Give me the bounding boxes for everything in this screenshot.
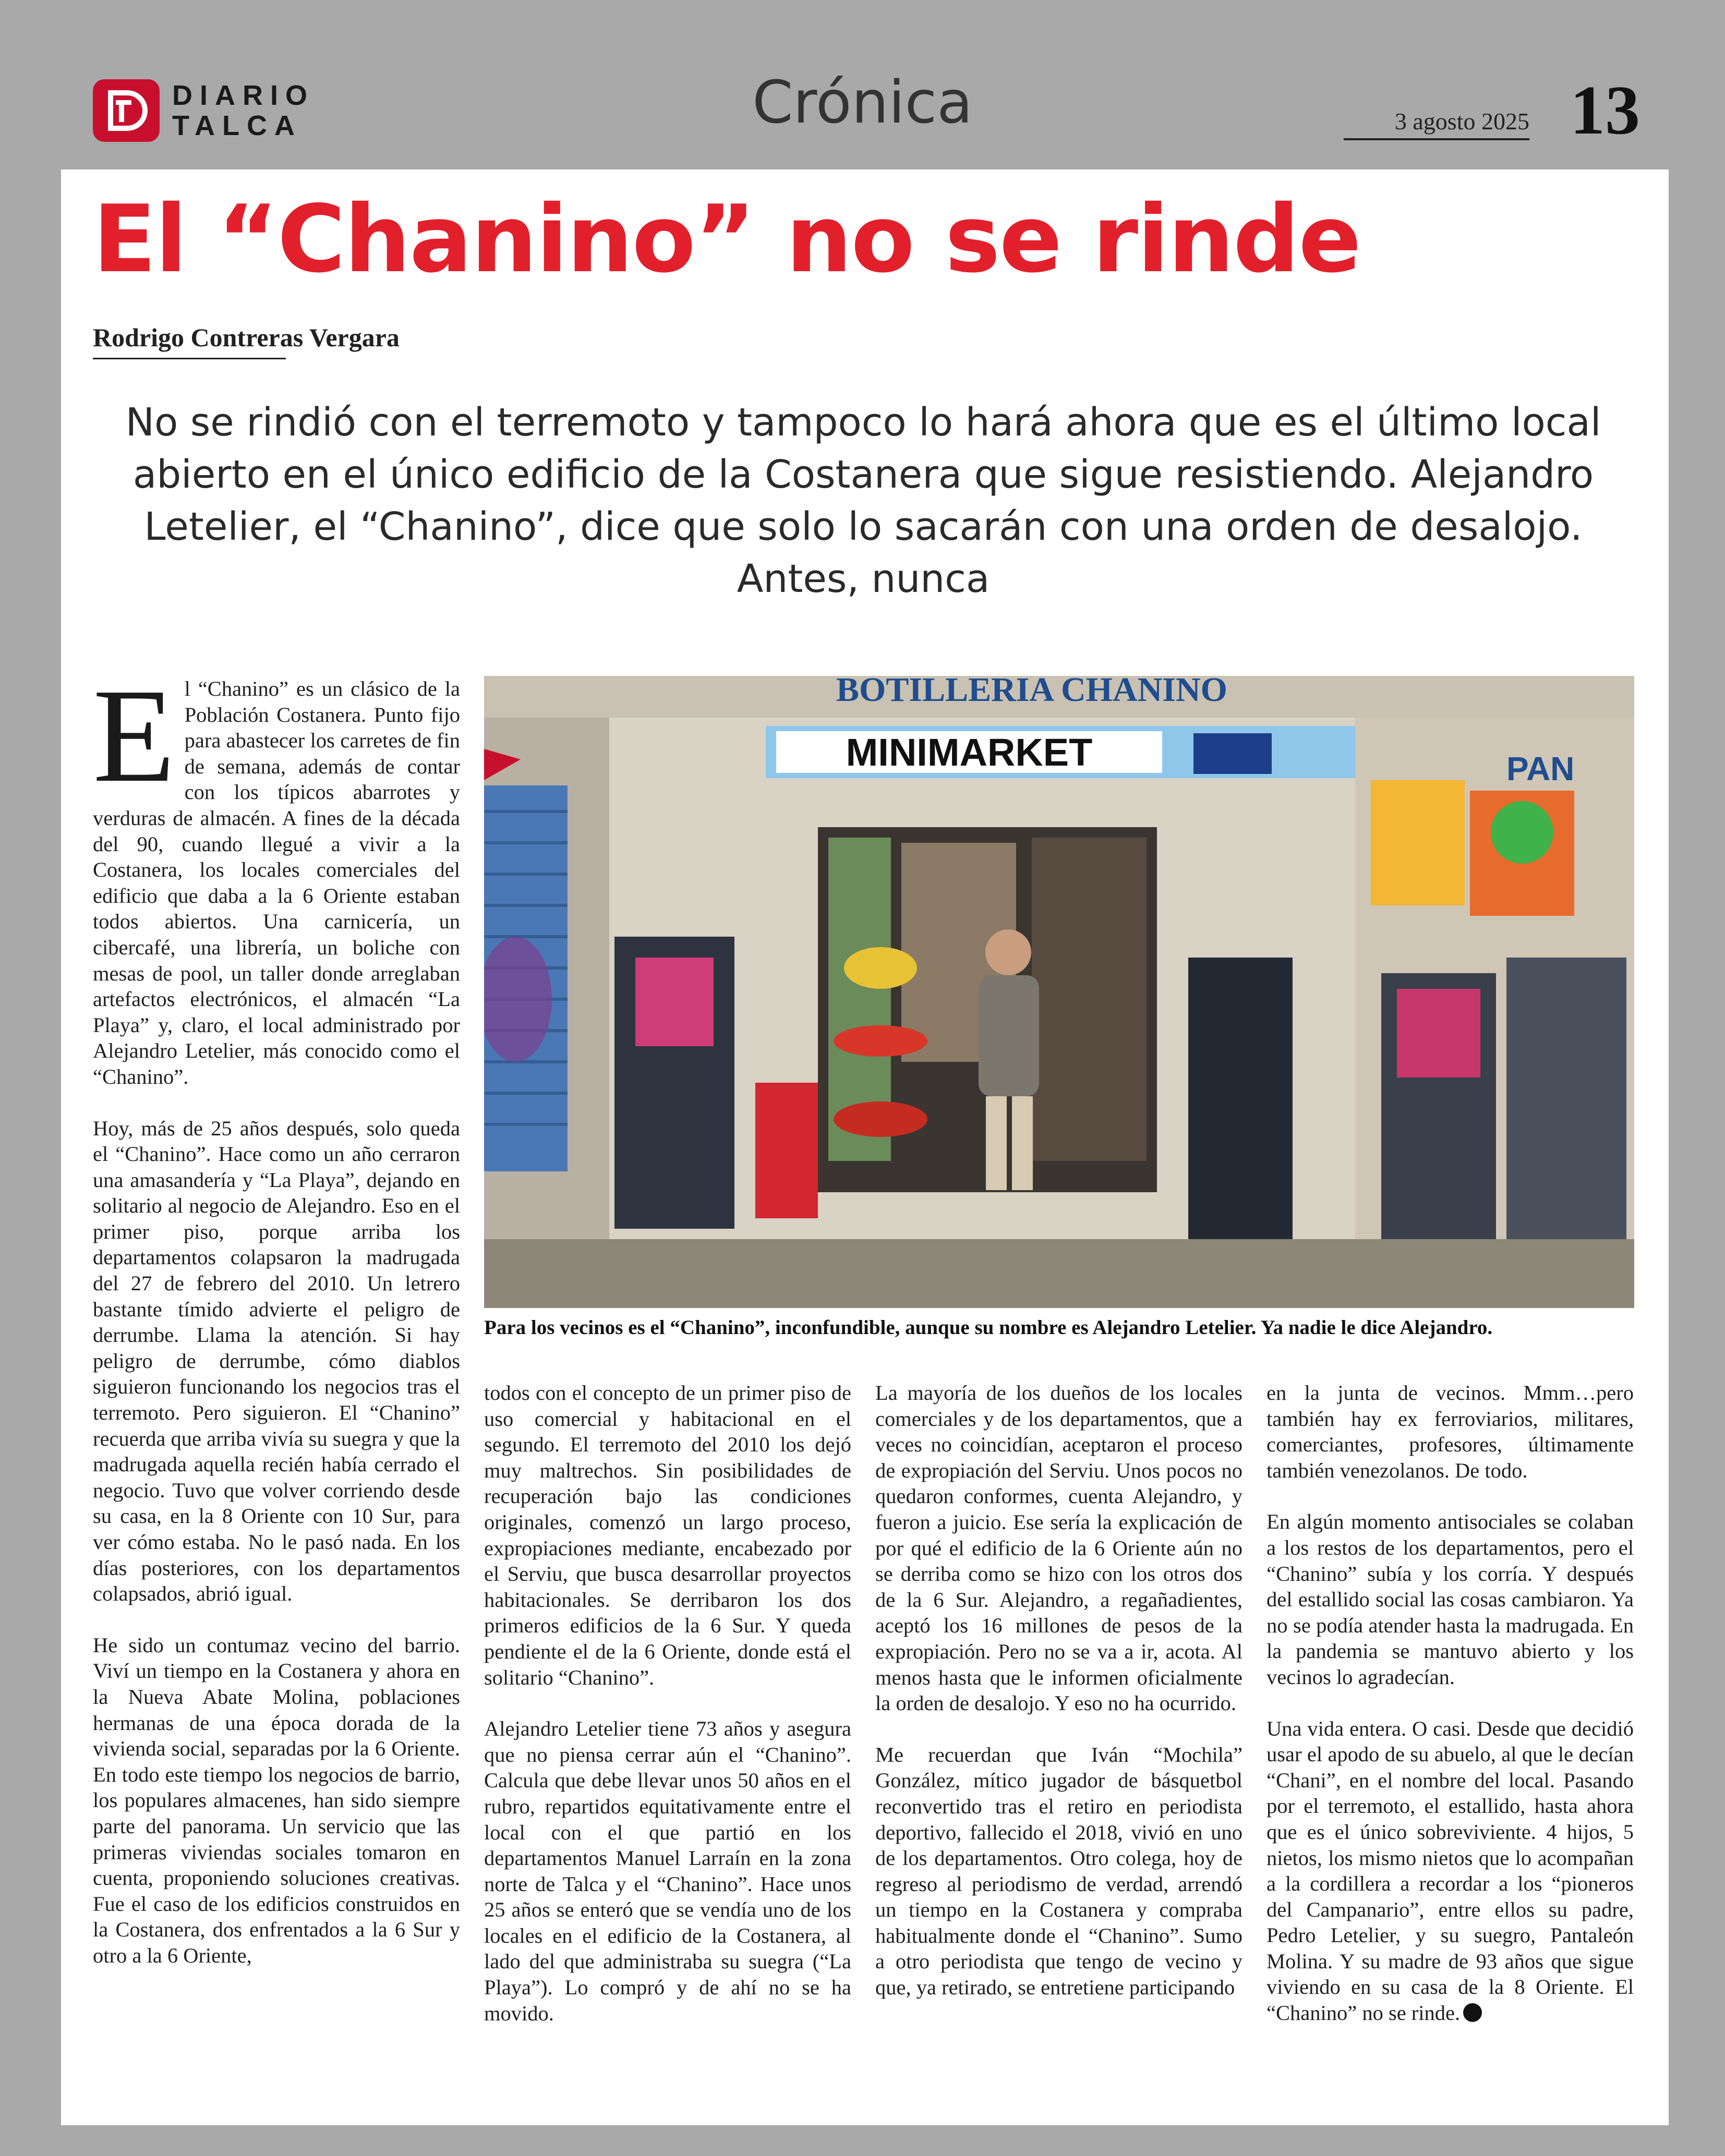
sign-botilleria: BOTILLERIA CHANINO <box>836 676 1228 709</box>
drop-cap: E <box>93 661 175 810</box>
column-3 <box>875 1380 1243 2026</box>
end-of-article-icon <box>1463 2003 1482 2022</box>
paragraph: todos con el concepto de un primer piso de uso comercial y habitacional en el segundo. El terremoto del 2010 los dejó muy maltrechos. Sin posibilidades de recuperación bajo las condiciones originales, comenzó un largo proceso, expropiaciones mediante, encabezado por el Serviu, que busca desarrollar proyectos habitacionales. Se derribaron los dos primeros edificios de la 6 Sur. Y queda pendiente el de la 6 Oriente, donde está el solitario “Chanino”. <box>484 1381 851 1689</box>
paragraph: La mayoría de los dueños de los locales comerciales y de los departamentos, que a veces no coincidían, aceptaron el proceso de expropiación del Serviu. Unos pocos no quedaron conformes, cuenta Alejandro, y fueron a juicio. Ese sería la explicación de por qué el edificio de la 6 Oriente aún no se derriba como se hizo con los otros dos de la 6 Sur. Alejandro, a regañadientes, aceptó los 16 millones de pesos de la expropiación. Pero no se va a ir, acota. Al menos hasta que le informen oficialmente la orden de desalojo. Y eso no ha ocurrido. <box>875 1381 1243 1715</box>
paragraph: Me recuerdan que Iván “Mochila” González, mítico jugador de básquetbol reconvertido tras el retiro en periodista deportivo, fallecido el 2018, vivió en uno de los departamentos. Otro colega, hoy de regreso al periodismo de verdad, arrendó un tiempo en la Costanera y compraba habitualmente donde el “Chanino”. Sumo a otro periodista que tengo de vecino y que, ya retirado, se entretiene participando <box>875 1742 1243 2000</box>
paragraph: He sido un contumaz vecino del barrio. Viví un tiempo en la Costanera y ahora en la Nueva Abate Molina, poblaciones hermanas de una época dorada de la vivienda social, separadas por la 6 Oriente. En todo este tiempo los negocios de barrio, los populares almacenes, han sido siempre parte del panorama. Un servicio que las primeras viviendas sociales tomaron en cuenta, proponiendo soluciones creativas. Fue el caso de los edificios construidos en la Costanera, dos enfrentados a la 6 Sur y otro a la 6 Oriente, <box>93 1633 460 1967</box>
logo-line-1: DIARIO <box>172 80 315 111</box>
paragraph: El “Chanino” es un clásico de la Población Costanera. Punto fijo para abastecer los carretes de fin de semana, además de contar con los típicos abarrotes y verduras de almacén. A fines de la década del 90, cuando llegué a vivir a la Costanera, los locales comerciales del edificio que daba a la 6 Oriente estaban todos abiertos. Una carnicería, un cibercafé, una librería, un boliche con mesas de pool, un taller donde arreglaban artefactos electrónicos, el almacén “La Playa” y, claro, el local administrado por Alejandro Letelier, más conocido como el “Chanino”. <box>93 661 460 1088</box>
column-1 <box>93 661 460 1994</box>
article-lede: No se rindió con el terremoto y tampoco lo hará ahora que es el último local abierto en el único edificio de la Costanera que sigue resistiendo. Alejandro Letelier, el “Chanino”, dice que solo lo sacarán con una orden de desalojo. Antes, nunca <box>125 400 1601 601</box>
section-title: Crónica <box>752 69 973 137</box>
logo-line-2: TALCA <box>172 110 302 141</box>
column-4 <box>1266 1380 1634 2052</box>
column-2 <box>484 1380 851 2052</box>
author-byline: Rodrigo Contreras Vergara <box>93 322 286 359</box>
article-title: El “Chanino” no se rinde <box>93 185 1361 293</box>
issue-date: 3 agosto 2025 <box>1344 107 1529 140</box>
paragraph: Alejandro Letelier tiene 73 años y asegura que no piensa cerrar aún el “Chanino”. Calcula que debe llevar unos 50 años en el rubro, repartidos equitativamente entre el local con el que partió en los departamentos Manuel Larraín en la zona norte de Talca y el “Chanino”. Hace unos 25 años se enteró que se vendía uno de los locales en el edificio de la Costanera, al lado del que administraba su suegra (“La Playa”). Lo compró y de ahí no se ha movido. <box>484 1717 851 2025</box>
sign-minimarket: MINIMARKET <box>846 731 1093 774</box>
paragraph: en la junta de vecinos. Mmm…pero también hay ex ferroviarios, militares, comerciantes, profesores, últimamente también venezolanos. De todo. <box>1266 1381 1634 1482</box>
paragraph: Una vida entera. O casi. Desde que decidió usar el apodo de su abuelo, al que le decían “Chani”, en el nombre del local. Pasando por el terremoto, el estallido, hasta ahora que es el único sobreviviente. 4 hijos, 5 nietos, los mismo nietos que lo acompañan a la cordillera a recordar a los “pioneros del Campanario”, entre ellos su padre, Pedro Letelier, y su suegro, Pantaleón Molina. Y su madre de 93 años que sigue viviendo en su casa de la 8 Oriente. El “Chanino” no se rinde. <box>1266 1716 1634 2025</box>
paragraph: En algún momento antisociales se colaban a los restos de los departamentos, pero el “Chanino” subía y los corría. Y después del estallido social las cosas cambiaron. Ya no se podía atender hasta la madrugada. En la pandemia se mantuvo abierto y los vecinos lo agradecían. <box>1266 1510 1634 1689</box>
storefront-illustration <box>484 676 1634 1308</box>
article-photo <box>484 676 1634 1308</box>
photo-caption: Para los vecinos es el “Chanino”, inconfundible, aunque su nombre es Alejandro Letelier. Ya nadie le dice Alejandro. <box>484 1316 1493 1339</box>
paragraph: Hoy, más de 25 años después, solo queda el “Chanino”. Hace como un año cerraron una amasandería y “La Playa”, dejando en solitario al negocio de Alejandro. Eso en el primer piso, porque arriba los departamentos colapsaron la madrugada del 27 de febrero del 2010. Un letrero bastante tímido advierte el peligro de derrumbe. Llama la atención. Si hay peligro de derrumbe, cómo diablos siguieron funcionando los negocios tras el terremoto. Pero siguieron. El “Chanino” recuerda que arriba vivía su suegra y que la madrugada aquella recién había cerrado el negocio. Tuvo que volver corriendo desde su casa, en la 8 Oriente con 10 Sur, para ver cómo estaba. No le pasó nada. En los días posteriores, con los departamentos colapsados, abrió igual. <box>93 1116 460 1606</box>
page-number: 13 <box>1570 71 1640 149</box>
sign-pan: PAN <box>1506 750 1575 788</box>
